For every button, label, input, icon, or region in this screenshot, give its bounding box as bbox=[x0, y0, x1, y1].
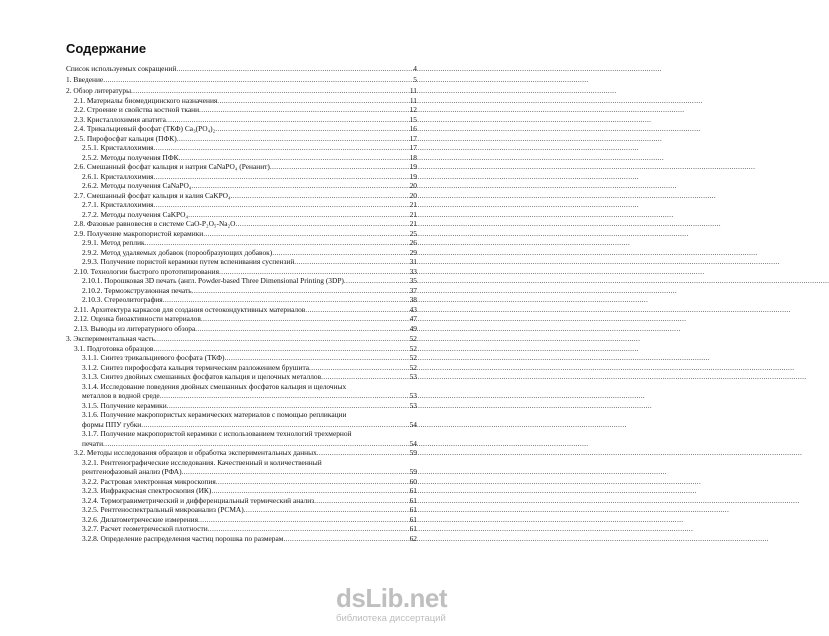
toc-leader-dots bbox=[153, 344, 408, 354]
toc-page-number: 21 bbox=[409, 200, 417, 209]
toc-leader-dots bbox=[216, 477, 409, 487]
toc-page-number: 61 bbox=[409, 524, 417, 533]
toc-entry-title: 2.9. Получение макропористой керамики bbox=[74, 228, 204, 238]
toc-entry[interactable] bbox=[74, 448, 417, 458]
toc-page-number: 47 bbox=[409, 314, 417, 323]
toc-entry[interactable] bbox=[66, 64, 417, 74]
toc-leader-dots bbox=[208, 524, 409, 534]
toc-entry-title: 3.1.3. Синтез двойных смешанных фосфатов кальция и щелочных металлов bbox=[82, 372, 322, 381]
toc-leader-dots bbox=[314, 496, 408, 506]
toc-entry[interactable] bbox=[82, 363, 417, 373]
toc-leader-dots bbox=[244, 505, 409, 515]
toc-page-number: 59 bbox=[409, 448, 417, 457]
toc-page-number: 26 bbox=[409, 238, 417, 247]
toc-page-number: 33 bbox=[409, 266, 417, 276]
toc-leader-dots bbox=[195, 324, 408, 334]
toc-page-number: 5 bbox=[413, 75, 417, 84]
toc-page-number: 16 bbox=[409, 124, 417, 133]
toc-page-number: 31 bbox=[409, 257, 417, 266]
toc-entry-title: 3.2.4. Термогравиметрический и дифференциальный термический анализ bbox=[82, 495, 315, 505]
toc-entry-title: 2.10.1. Порошковая 3D печать (англ. Powder-based Three Dimensional Printing (3DP) bbox=[82, 276, 344, 285]
toc-entry-title-continuation: рентгенофазовый анализ (РФА) bbox=[82, 467, 182, 476]
toc-entry-title: 2.9.3. Получение пористой керамики путем вспенивания суспензий bbox=[82, 257, 295, 266]
toc-entry-title: 3.2.3. Инфракрасная спектроскопия (ИК) bbox=[82, 486, 212, 495]
toc-leader-dots bbox=[167, 401, 409, 411]
toc-entry[interactable] bbox=[74, 124, 417, 134]
toc-page-number: 52 bbox=[409, 343, 417, 353]
toc-entry[interactable] bbox=[82, 276, 417, 286]
toc-leader-dots bbox=[154, 143, 409, 153]
page-title: Содержание bbox=[66, 41, 147, 56]
toc-entry[interactable] bbox=[82, 382, 417, 401]
toc-entry[interactable] bbox=[74, 314, 417, 324]
toc-entry-title: 2.2. Строение и свойства костной ткани bbox=[74, 105, 200, 114]
toc-entry[interactable] bbox=[82, 353, 417, 363]
toc-entry-title: 2.6.2. Методы получения CaNaPO₄ bbox=[82, 181, 192, 190]
toc-page-number: 43 bbox=[409, 304, 417, 314]
toc-entry-title: 3.1.2. Синтез пирофосфата кальция термическим разложением брушита bbox=[82, 362, 310, 372]
toc-page-number: 29 bbox=[409, 247, 417, 257]
toc-entry[interactable] bbox=[82, 524, 417, 534]
toc-page-number: 62 bbox=[409, 533, 417, 543]
toc-leader-dots bbox=[199, 105, 409, 115]
toc-page-number: 18 bbox=[409, 152, 417, 162]
toc-entry-title: 3.1.7. Получение макропористой керамики с использованием технологий трехмерной bbox=[82, 429, 352, 438]
toc-entry-title: 2.7.2. Методы получения CaKPO₄ bbox=[82, 209, 189, 219]
toc-entry[interactable] bbox=[66, 86, 417, 96]
toc-page-number: 61 bbox=[409, 486, 417, 495]
toc-leader-dots bbox=[231, 191, 409, 201]
toc-leader-dots bbox=[236, 219, 409, 229]
toc-entry-title: 2.10. Технологии быстрого прототипирования bbox=[74, 266, 220, 276]
toc-page-number: 20 bbox=[409, 190, 417, 200]
toc-entry-title: 3.2. Методы исследования образцов и обработка экспериментальных данных bbox=[74, 448, 317, 457]
toc-entry-title: 3.1.4. Исследование поведения двойных смешанных фосфатов кальция и щелочных bbox=[82, 381, 347, 391]
toc-page-number: 11 bbox=[409, 95, 417, 105]
toc-entry-title: 2.9.2. Метод удаляемых добавок (порообразующих добавок) bbox=[82, 247, 273, 257]
toc-leader-dots bbox=[154, 172, 409, 182]
toc-entry[interactable] bbox=[82, 515, 417, 525]
toc-page-number: 52 bbox=[409, 353, 417, 362]
toc-entry-title: 3.1.1. Синтез трикальциевого фосфата (ТКФ) bbox=[82, 353, 225, 362]
watermark-caption: библиотека диссертаций bbox=[336, 613, 446, 624]
toc-leader-dots bbox=[182, 467, 409, 477]
toc-entry[interactable] bbox=[74, 105, 417, 115]
toc-entry[interactable] bbox=[74, 229, 417, 239]
toc-page-number: 61 bbox=[409, 505, 417, 514]
toc-entry-title: 2.5.2. Методы получения ПФК bbox=[82, 152, 179, 162]
toc-leader-dots bbox=[145, 238, 409, 248]
toc-entry[interactable] bbox=[82, 534, 417, 544]
toc-leader-dots bbox=[163, 295, 409, 305]
toc-entry[interactable] bbox=[82, 486, 417, 496]
watermark bbox=[336, 583, 446, 631]
toc-leader-dots bbox=[270, 162, 409, 172]
toc-entry[interactable] bbox=[82, 143, 417, 153]
toc-page-number: 53 bbox=[409, 400, 417, 410]
toc-leader-dots bbox=[211, 486, 408, 496]
toc-page-number: 53 bbox=[409, 391, 417, 400]
toc-page-number: 53 bbox=[409, 372, 417, 381]
toc-leader-dots bbox=[141, 420, 408, 430]
watermark-logo: dsLib.net bbox=[336, 583, 448, 613]
toc-entry-title: Список используемых сокращений bbox=[66, 64, 177, 73]
toc-leader-dots bbox=[344, 276, 409, 286]
toc-leader-dots bbox=[201, 314, 409, 324]
toc-leader-dots bbox=[219, 267, 409, 277]
toc-leader-dots bbox=[155, 334, 409, 344]
toc-entry[interactable] bbox=[82, 172, 417, 182]
toc-leader-dots bbox=[192, 286, 409, 296]
toc-entry-title: 2.4. Трикальциевый фосфат (ТКФ) Ca₃(PO₄)₂ bbox=[74, 124, 216, 133]
toc-leader-dots bbox=[225, 353, 409, 363]
toc-page-number: 52 bbox=[409, 334, 417, 343]
toc-page-number: 11 bbox=[409, 86, 417, 95]
toc-entry-title: 3.1. Подготовка образцов bbox=[74, 343, 154, 353]
toc-entry-title: 1. Введение bbox=[66, 75, 104, 84]
toc-entry-title: 3.2.8. Определение распределения частиц порошка по размерам bbox=[82, 533, 284, 543]
toc-entry-title: 2.1. Материалы биомедицинского назначения bbox=[74, 95, 218, 105]
toc-entry[interactable] bbox=[74, 162, 417, 172]
toc-page-number: 21 bbox=[409, 219, 417, 228]
toc-page-number: 25 bbox=[409, 228, 417, 238]
toc-leader-dots bbox=[103, 439, 409, 449]
toc-page-number: 54 bbox=[409, 419, 417, 429]
toc-entry-title: 2. Обзор литературы bbox=[66, 86, 132, 95]
toc-entry[interactable] bbox=[82, 410, 417, 429]
toc-entry-title: 2.7.1. Кристаллохимия bbox=[82, 200, 154, 209]
toc-entry[interactable] bbox=[82, 286, 417, 296]
toc-entry[interactable] bbox=[74, 267, 417, 277]
toc-page-number: 49 bbox=[409, 323, 417, 333]
toc-leader-dots bbox=[203, 229, 408, 239]
toc-entry-title-continuation: металлов в водной среде bbox=[82, 391, 160, 400]
toc-entry-title: 2.10.3. Стереолитография bbox=[82, 295, 163, 304]
toc-leader-dots bbox=[179, 153, 409, 163]
toc-entry[interactable] bbox=[74, 305, 417, 315]
toc-entry[interactable] bbox=[82, 496, 417, 506]
toc-entry-title: 3. Экспериментальная часть bbox=[66, 334, 155, 343]
toc-entry[interactable] bbox=[74, 344, 417, 354]
toc-entry[interactable] bbox=[74, 324, 417, 334]
toc-page-number: 21 bbox=[409, 209, 417, 219]
toc-page-number: 37 bbox=[409, 285, 417, 295]
toc-entry[interactable] bbox=[82, 257, 417, 267]
toc-page-number: 61 bbox=[409, 495, 417, 505]
toc-entry[interactable] bbox=[82, 181, 417, 191]
toc-entry[interactable] bbox=[82, 477, 417, 487]
toc-leader-dots bbox=[103, 75, 412, 85]
toc-leader-dots bbox=[309, 363, 409, 373]
toc-entry[interactable] bbox=[82, 505, 417, 515]
toc-entry[interactable] bbox=[74, 96, 417, 106]
toc-entry-title: 2.12. Оценка биоактивности материалов bbox=[74, 314, 201, 323]
toc-page-number: 17 bbox=[409, 133, 417, 143]
toc-leader-dots bbox=[160, 391, 409, 401]
toc-entry-title: 3.2.7. Расчет геометрической плотности bbox=[82, 524, 208, 533]
toc-leader-dots bbox=[217, 96, 409, 106]
toc-entry-title: 2.6.1. Кристаллохимия bbox=[82, 171, 154, 181]
toc-entry-title: 3.1.6. Получение макропористых керамических материалов с помощью репликации bbox=[82, 410, 347, 419]
toc-leader-dots bbox=[317, 448, 409, 458]
toc-page-number: 19 bbox=[409, 171, 417, 181]
table-of-contents bbox=[0, 57, 450, 585]
toc-entry-title: 3.2.2. Растровая электронная микроскопия bbox=[82, 476, 216, 486]
toc-leader-dots bbox=[294, 257, 408, 267]
toc-entry[interactable] bbox=[66, 334, 417, 344]
toc-page-number: 59 bbox=[409, 467, 417, 476]
toc-entry[interactable] bbox=[74, 134, 417, 144]
toc-entry-title: 2.6. Смешанный фосфат кальция и натрия CaNaPO₄ (Ренанит) bbox=[74, 162, 270, 171]
toc-leader-dots bbox=[188, 210, 409, 220]
toc-entry[interactable] bbox=[82, 458, 417, 477]
toc-entry-title: 2.8. Фазовые равновесия в системе CaO-P₂O₅-Na₂O bbox=[74, 219, 236, 228]
toc-leader-dots bbox=[176, 64, 412, 74]
toc-page-number: 12 bbox=[409, 105, 417, 114]
toc-entry-title: 3.2.1. Рентгенографические исследования. Качественный и количественный bbox=[82, 457, 322, 467]
toc-entry-title: 2.9.1. Метод реплик bbox=[82, 238, 145, 247]
toc-entry[interactable] bbox=[74, 219, 417, 229]
toc-entry-title: 2.10.2. Термоэкструзионная печать bbox=[82, 285, 192, 295]
toc-page-number: 19 bbox=[409, 162, 417, 171]
toc-page-number: 52 bbox=[409, 362, 417, 372]
toc-entry-title: 3.1.5. Получение керамики bbox=[82, 400, 167, 410]
toc-entry[interactable] bbox=[82, 153, 417, 163]
toc-entry[interactable] bbox=[82, 238, 417, 248]
toc-leader-dots bbox=[166, 115, 409, 125]
toc-entry-title-continuation: формы ППУ губки bbox=[82, 419, 142, 429]
toc-entry[interactable] bbox=[74, 191, 417, 201]
toc-page-number: 35 bbox=[409, 276, 417, 285]
toc-page-number: 54 bbox=[409, 438, 417, 448]
toc-page-number: 4 bbox=[413, 64, 417, 73]
toc-entry[interactable] bbox=[82, 200, 417, 210]
toc-entry-title: 2.5. Пирофосфат кальция (ПФК) bbox=[74, 133, 177, 143]
toc-leader-dots bbox=[177, 134, 409, 144]
toc-page-number: 17 bbox=[409, 143, 417, 152]
toc-page-number: 61 bbox=[409, 514, 417, 524]
toc-entry-title-continuation: печати bbox=[82, 438, 104, 448]
toc-entry-title: 3.2.6. Дилатометрические измерения bbox=[82, 514, 199, 524]
toc-leader-dots bbox=[215, 124, 408, 134]
toc-page-number: 60 bbox=[409, 476, 417, 486]
toc-leader-dots bbox=[283, 534, 408, 544]
toc-entry[interactable] bbox=[82, 210, 417, 220]
toc-entry[interactable] bbox=[66, 75, 417, 85]
toc-page-number: 38 bbox=[409, 295, 417, 304]
toc-entry[interactable] bbox=[82, 372, 417, 382]
toc-entry[interactable] bbox=[82, 429, 417, 448]
toc-leader-dots bbox=[272, 248, 408, 258]
toc-entry[interactable] bbox=[82, 248, 417, 258]
toc-entry-title: 2.13. Выводы из литературного обзора bbox=[74, 323, 196, 333]
toc-page-number: 15 bbox=[409, 114, 417, 124]
toc-entry-title: 2.7. Смешанный фосфат кальция и калия CaKPO₄ bbox=[74, 190, 231, 200]
toc-leader-dots bbox=[191, 181, 408, 191]
toc-entry[interactable] bbox=[82, 295, 417, 305]
toc-leader-dots bbox=[321, 372, 409, 382]
toc-leader-dots bbox=[154, 200, 409, 210]
toc-entry-title: 2.3. Кристаллохимия апатита bbox=[74, 114, 166, 124]
toc-entry[interactable] bbox=[74, 115, 417, 125]
toc-leader-dots bbox=[305, 305, 408, 315]
toc-entry[interactable] bbox=[82, 401, 417, 411]
toc-leader-dots bbox=[131, 86, 409, 96]
toc-entry-title: 2.5.1. Кристаллохимия bbox=[82, 143, 154, 152]
toc-leader-dots bbox=[198, 515, 409, 525]
toc-entry-title: 2.11. Архитектура каркасов для создания остеокондуктивных материалов bbox=[74, 304, 306, 314]
toc-entry-title: 3.2.5. Рентгеноспектральный микроанализ (РСМА) bbox=[82, 505, 244, 514]
toc-page-number: 20 bbox=[409, 181, 417, 190]
